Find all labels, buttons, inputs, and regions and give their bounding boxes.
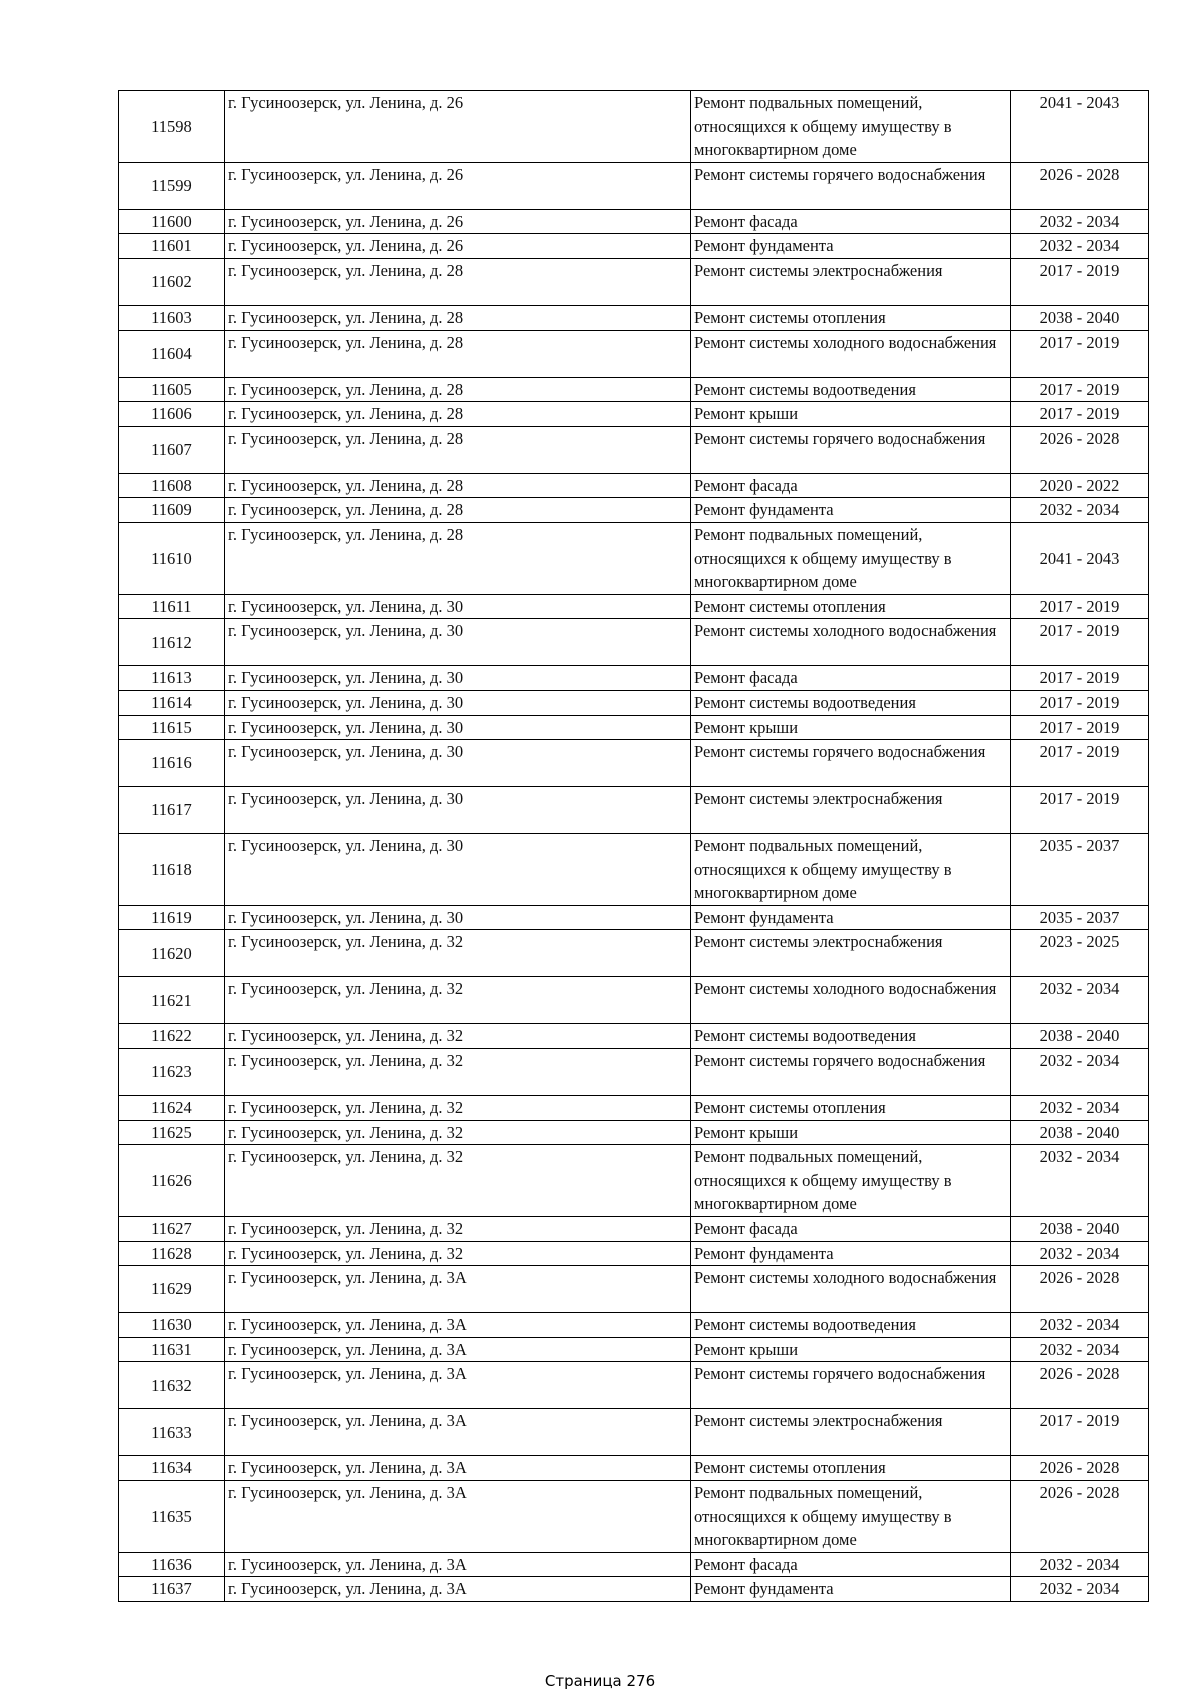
address-cell: г. Гусиноозерск, ул. Ленина, д. 28 xyxy=(225,402,691,427)
row-number-cell: 11601 xyxy=(119,234,225,259)
period-cell: 2038 - 2040 xyxy=(1011,1217,1149,1242)
table-row xyxy=(119,402,1149,427)
table-row xyxy=(119,1266,1149,1313)
address-cell: г. Гусиноозерск, ул. Ленина, д. 32 xyxy=(225,1096,691,1121)
period-cell: 2032 - 2034 xyxy=(1011,977,1149,1024)
page-number: Страница 276 xyxy=(544,1672,656,1690)
table-row xyxy=(119,1337,1149,1362)
table-row xyxy=(119,1217,1149,1242)
period-cell: 2017 - 2019 xyxy=(1011,402,1149,427)
address-cell: г. Гусиноозерск, ул. Ленина, д. 26 xyxy=(225,91,691,163)
period-cell: 2032 - 2034 xyxy=(1011,1313,1149,1338)
work-type-cell: Ремонт системы холодного водоснабжения xyxy=(691,977,1011,1024)
row-number-cell: 11634 xyxy=(119,1456,225,1481)
table-row xyxy=(119,715,1149,740)
row-number-cell: 11611 xyxy=(119,594,225,619)
work-type-cell: Ремонт фасада xyxy=(691,473,1011,498)
work-type-cell: Ремонт системы холодного водоснабжения xyxy=(691,619,1011,666)
table-row xyxy=(119,619,1149,666)
period-cell: 2017 - 2019 xyxy=(1011,258,1149,305)
table-row xyxy=(119,305,1149,330)
work-type-cell: Ремонт системы холодного водоснабжения xyxy=(691,1266,1011,1313)
row-number-cell: 11607 xyxy=(119,426,225,473)
table-row xyxy=(119,258,1149,305)
work-type-cell: Ремонт крыши xyxy=(691,1120,1011,1145)
row-number-cell: 11622 xyxy=(119,1024,225,1049)
row-number-cell: 11633 xyxy=(119,1409,225,1456)
row-number-cell: 11602 xyxy=(119,258,225,305)
address-cell: г. Гусиноозерск, ул. Ленина, д. 3А xyxy=(225,1577,691,1602)
work-type-cell: Ремонт системы горячего водоснабжения xyxy=(691,162,1011,209)
work-type-cell: Ремонт фундамента xyxy=(691,498,1011,523)
period-cell: 2032 - 2034 xyxy=(1011,209,1149,234)
period-cell: 2032 - 2034 xyxy=(1011,1241,1149,1266)
address-cell: г. Гусиноозерск, ул. Ленина, д. 28 xyxy=(225,305,691,330)
address-cell: г. Гусиноозерск, ул. Ленина, д. 30 xyxy=(225,690,691,715)
address-cell: г. Гусиноозерск, ул. Ленина, д. 28 xyxy=(225,258,691,305)
row-number-cell: 11612 xyxy=(119,619,225,666)
address-cell: г. Гусиноозерск, ул. Ленина, д. 32 xyxy=(225,1049,691,1096)
address-cell: г. Гусиноозерск, ул. Ленина, д. 3А xyxy=(225,1552,691,1577)
table-row xyxy=(119,473,1149,498)
row-number-cell: 11617 xyxy=(119,787,225,834)
page-footer xyxy=(0,1672,1200,1690)
table-row xyxy=(119,1241,1149,1266)
work-type-cell: Ремонт системы горячего водоснабжения xyxy=(691,426,1011,473)
row-number-cell: 11621 xyxy=(119,977,225,1024)
table-row xyxy=(119,1577,1149,1602)
table-row xyxy=(119,1145,1149,1217)
period-cell: 2032 - 2034 xyxy=(1011,1096,1149,1121)
address-cell: г. Гусиноозерск, ул. Ленина, д. 3А xyxy=(225,1266,691,1313)
row-number-cell: 11635 xyxy=(119,1481,225,1553)
period-cell: 2041 - 2043 xyxy=(1011,91,1149,163)
row-number-cell: 11599 xyxy=(119,162,225,209)
table-row xyxy=(119,209,1149,234)
address-cell: г. Гусиноозерск, ул. Ленина, д. 3А xyxy=(225,1362,691,1409)
work-type-cell: Ремонт фундамента xyxy=(691,1241,1011,1266)
work-type-cell: Ремонт крыши xyxy=(691,1337,1011,1362)
work-type-cell: Ремонт фасада xyxy=(691,666,1011,691)
address-cell: г. Гусиноозерск, ул. Ленина, д. 28 xyxy=(225,473,691,498)
table-row xyxy=(119,1120,1149,1145)
row-number-cell: 11600 xyxy=(119,209,225,234)
table-row xyxy=(119,905,1149,930)
address-cell: г. Гусиноозерск, ул. Ленина, д. 3А xyxy=(225,1337,691,1362)
address-cell: г. Гусиноозерск, ул. Ленина, д. 32 xyxy=(225,930,691,977)
row-number-cell: 11636 xyxy=(119,1552,225,1577)
table-row xyxy=(119,1313,1149,1338)
period-cell: 2026 - 2028 xyxy=(1011,1266,1149,1313)
work-type-cell: Ремонт системы электроснабжения xyxy=(691,1409,1011,1456)
table-row xyxy=(119,1481,1149,1553)
work-type-cell: Ремонт системы электроснабжения xyxy=(691,258,1011,305)
period-cell: 2017 - 2019 xyxy=(1011,619,1149,666)
row-number-cell: 11630 xyxy=(119,1313,225,1338)
table-row xyxy=(119,666,1149,691)
table-row xyxy=(119,426,1149,473)
period-cell: 2017 - 2019 xyxy=(1011,787,1149,834)
period-cell: 2017 - 2019 xyxy=(1011,1409,1149,1456)
address-cell: г. Гусиноозерск, ул. Ленина, д. 30 xyxy=(225,666,691,691)
period-cell: 2032 - 2034 xyxy=(1011,234,1149,259)
address-cell: г. Гусиноозерск, ул. Ленина, д. 30 xyxy=(225,594,691,619)
row-number-cell: 11629 xyxy=(119,1266,225,1313)
period-cell: 2032 - 2034 xyxy=(1011,1337,1149,1362)
period-cell: 2017 - 2019 xyxy=(1011,594,1149,619)
table-row xyxy=(119,594,1149,619)
table-row xyxy=(119,1096,1149,1121)
period-cell: 2026 - 2028 xyxy=(1011,162,1149,209)
work-type-cell: Ремонт системы горячего водоснабжения xyxy=(691,1049,1011,1096)
row-number-cell: 11609 xyxy=(119,498,225,523)
work-type-cell: Ремонт системы водоотведения xyxy=(691,1313,1011,1338)
row-number-cell: 11606 xyxy=(119,402,225,427)
address-cell: г. Гусиноозерск, ул. Ленина, д. 32 xyxy=(225,1241,691,1266)
work-type-cell: Ремонт системы водоотведения xyxy=(691,1024,1011,1049)
work-type-cell: Ремонт крыши xyxy=(691,402,1011,427)
address-cell: г. Гусиноозерск, ул. Ленина, д. 30 xyxy=(225,905,691,930)
work-type-cell: Ремонт системы электроснабжения xyxy=(691,787,1011,834)
work-type-cell: Ремонт фасада xyxy=(691,1552,1011,1577)
period-cell: 2026 - 2028 xyxy=(1011,1481,1149,1553)
row-number-cell: 11631 xyxy=(119,1337,225,1362)
work-type-cell: Ремонт системы отопления xyxy=(691,305,1011,330)
table-row xyxy=(119,1552,1149,1577)
row-number-cell: 11616 xyxy=(119,740,225,787)
work-type-cell: Ремонт системы горячего водоснабжения xyxy=(691,740,1011,787)
row-number-cell: 11613 xyxy=(119,666,225,691)
address-cell: г. Гусиноозерск, ул. Ленина, д. 3А xyxy=(225,1409,691,1456)
table-row xyxy=(119,330,1149,377)
row-number-cell: 11605 xyxy=(119,377,225,402)
period-cell: 2017 - 2019 xyxy=(1011,715,1149,740)
row-number-cell: 11626 xyxy=(119,1145,225,1217)
table-row xyxy=(119,1362,1149,1409)
address-cell: г. Гусиноозерск, ул. Ленина, д. 28 xyxy=(225,498,691,523)
address-cell: г. Гусиноозерск, ул. Ленина, д. 28 xyxy=(225,426,691,473)
period-cell: 2017 - 2019 xyxy=(1011,740,1149,787)
row-number-cell: 11628 xyxy=(119,1241,225,1266)
row-number-cell: 11627 xyxy=(119,1217,225,1242)
row-number-cell: 11618 xyxy=(119,834,225,906)
address-cell: г. Гусиноозерск, ул. Ленина, д. 30 xyxy=(225,619,691,666)
row-number-cell: 11610 xyxy=(119,522,225,594)
address-cell: г. Гусиноозерск, ул. Ленина, д. 3А xyxy=(225,1456,691,1481)
address-cell: г. Гусиноозерск, ул. Ленина, д. 32 xyxy=(225,977,691,1024)
repair-schedule-table xyxy=(118,90,1149,1602)
table-row xyxy=(119,91,1149,163)
address-cell: г. Гусиноозерск, ул. Ленина, д. 26 xyxy=(225,209,691,234)
row-number-cell: 11603 xyxy=(119,305,225,330)
address-cell: г. Гусиноозерск, ул. Ленина, д. 26 xyxy=(225,162,691,209)
period-cell: 2032 - 2034 xyxy=(1011,1145,1149,1217)
row-number-cell: 11620 xyxy=(119,930,225,977)
table-row xyxy=(119,787,1149,834)
address-cell: г. Гусиноозерск, ул. Ленина, д. 32 xyxy=(225,1024,691,1049)
work-type-cell: Ремонт подвальных помещений, относящихся к общему имуществу в многоквартирном доме xyxy=(691,834,1011,906)
period-cell: 2032 - 2034 xyxy=(1011,1577,1149,1602)
period-cell: 2026 - 2028 xyxy=(1011,1456,1149,1481)
address-cell: г. Гусиноозерск, ул. Ленина, д. 30 xyxy=(225,715,691,740)
row-number-cell: 11615 xyxy=(119,715,225,740)
period-cell: 2038 - 2040 xyxy=(1011,305,1149,330)
work-type-cell: Ремонт фундамента xyxy=(691,1577,1011,1602)
address-cell: г. Гусиноозерск, ул. Ленина, д. 3А xyxy=(225,1313,691,1338)
work-type-cell: Ремонт подвальных помещений, относящихся к общему имуществу в многоквартирном доме xyxy=(691,1145,1011,1217)
address-cell: г. Гусиноозерск, ул. Ленина, д. 30 xyxy=(225,787,691,834)
work-type-cell: Ремонт системы отопления xyxy=(691,1096,1011,1121)
period-cell: 2038 - 2040 xyxy=(1011,1120,1149,1145)
row-number-cell: 11624 xyxy=(119,1096,225,1121)
period-cell: 2041 - 2043 xyxy=(1011,522,1149,594)
table-row xyxy=(119,522,1149,594)
work-type-cell: Ремонт крыши xyxy=(691,715,1011,740)
period-cell: 2017 - 2019 xyxy=(1011,666,1149,691)
row-number-cell: 11598 xyxy=(119,91,225,163)
table-row xyxy=(119,1024,1149,1049)
table-row xyxy=(119,740,1149,787)
row-number-cell: 11625 xyxy=(119,1120,225,1145)
work-type-cell: Ремонт подвальных помещений, относящихся к общему имуществу в многоквартирном доме xyxy=(691,1481,1011,1553)
row-number-cell: 11604 xyxy=(119,330,225,377)
period-cell: 2017 - 2019 xyxy=(1011,690,1149,715)
work-type-cell: Ремонт системы холодного водоснабжения xyxy=(691,330,1011,377)
address-cell: г. Гусиноозерск, ул. Ленина, д. 30 xyxy=(225,740,691,787)
work-type-cell: Ремонт системы водоотведения xyxy=(691,690,1011,715)
work-type-cell: Ремонт системы горячего водоснабжения xyxy=(691,1362,1011,1409)
row-number-cell: 11614 xyxy=(119,690,225,715)
address-cell: г. Гусиноозерск, ул. Ленина, д. 28 xyxy=(225,377,691,402)
address-cell: г. Гусиноозерск, ул. Ленина, д. 30 xyxy=(225,834,691,906)
row-number-cell: 11608 xyxy=(119,473,225,498)
period-cell: 2017 - 2019 xyxy=(1011,330,1149,377)
work-type-cell: Ремонт системы отопления xyxy=(691,594,1011,619)
table-row xyxy=(119,977,1149,1024)
address-cell: г. Гусиноозерск, ул. Ленина, д. 26 xyxy=(225,234,691,259)
table-row xyxy=(119,162,1149,209)
work-type-cell: Ремонт системы водоотведения xyxy=(691,377,1011,402)
work-type-cell: Ремонт фундамента xyxy=(691,905,1011,930)
period-cell: 2032 - 2034 xyxy=(1011,1049,1149,1096)
work-type-cell: Ремонт системы отопления xyxy=(691,1456,1011,1481)
work-type-cell: Ремонт системы электроснабжения xyxy=(691,930,1011,977)
period-cell: 2032 - 2034 xyxy=(1011,498,1149,523)
period-cell: 2035 - 2037 xyxy=(1011,905,1149,930)
table-row xyxy=(119,1049,1149,1096)
address-cell: г. Гусиноозерск, ул. Ленина, д. 28 xyxy=(225,522,691,594)
work-type-cell: Ремонт подвальных помещений, относящихся к общему имуществу в многоквартирном доме xyxy=(691,522,1011,594)
address-cell: г. Гусиноозерск, ул. Ленина, д. 32 xyxy=(225,1217,691,1242)
work-type-cell: Ремонт фундамента xyxy=(691,234,1011,259)
period-cell: 2020 - 2022 xyxy=(1011,473,1149,498)
table-body xyxy=(119,91,1149,1602)
row-number-cell: 11619 xyxy=(119,905,225,930)
table-row xyxy=(119,834,1149,906)
period-cell: 2023 - 2025 xyxy=(1011,930,1149,977)
work-type-cell: Ремонт фасада xyxy=(691,209,1011,234)
period-cell: 2032 - 2034 xyxy=(1011,1552,1149,1577)
work-type-cell: Ремонт фасада xyxy=(691,1217,1011,1242)
period-cell: 2017 - 2019 xyxy=(1011,377,1149,402)
period-cell: 2026 - 2028 xyxy=(1011,1362,1149,1409)
period-cell: 2026 - 2028 xyxy=(1011,426,1149,473)
table-row xyxy=(119,498,1149,523)
table-row xyxy=(119,930,1149,977)
address-cell: г. Гусиноозерск, ул. Ленина, д. 32 xyxy=(225,1145,691,1217)
table-row xyxy=(119,377,1149,402)
address-cell: г. Гусиноозерск, ул. Ленина, д. 3А xyxy=(225,1481,691,1553)
period-cell: 2038 - 2040 xyxy=(1011,1024,1149,1049)
period-cell: 2035 - 2037 xyxy=(1011,834,1149,906)
row-number-cell: 11632 xyxy=(119,1362,225,1409)
work-type-cell: Ремонт подвальных помещений, относящихся к общему имуществу в многоквартирном доме xyxy=(691,91,1011,163)
address-cell: г. Гусиноозерск, ул. Ленина, д. 32 xyxy=(225,1120,691,1145)
row-number-cell: 11637 xyxy=(119,1577,225,1602)
row-number-cell: 11623 xyxy=(119,1049,225,1096)
table-row xyxy=(119,1409,1149,1456)
address-cell: г. Гусиноозерск, ул. Ленина, д. 28 xyxy=(225,330,691,377)
table-row xyxy=(119,690,1149,715)
table-row xyxy=(119,1456,1149,1481)
table-row xyxy=(119,234,1149,259)
